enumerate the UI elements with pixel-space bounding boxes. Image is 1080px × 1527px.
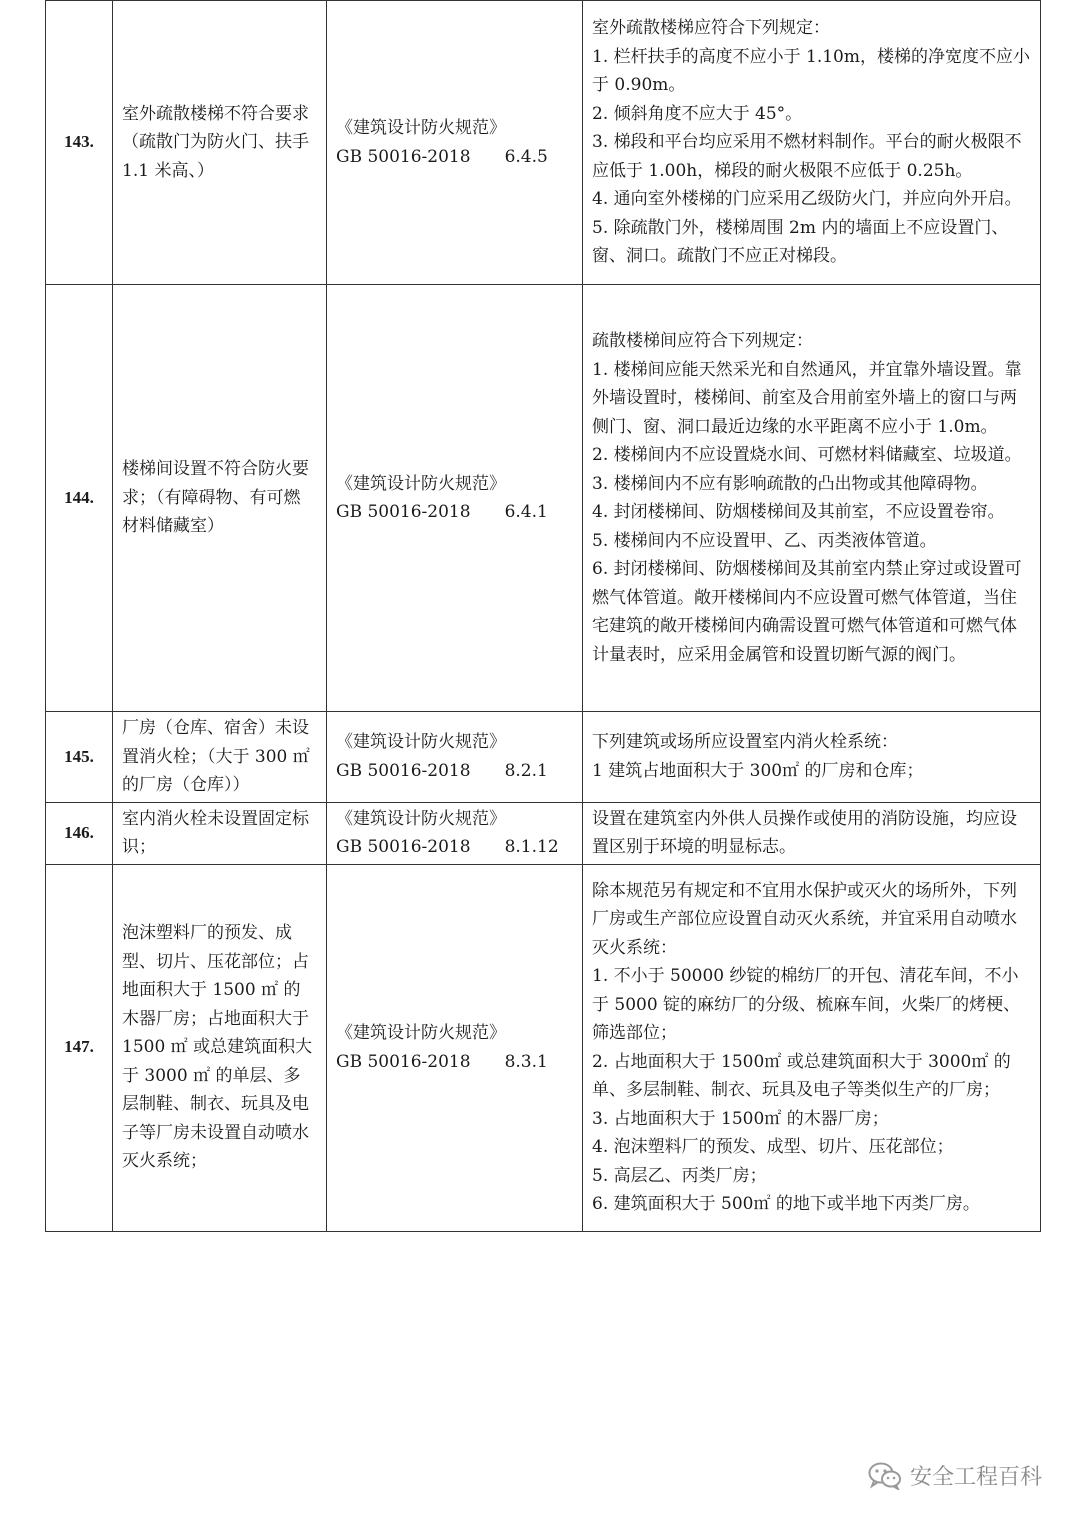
row-number: 147.	[46, 864, 113, 1231]
table-row-146	[46, 802, 1041, 864]
requirement-line: 5. 楼梯间内不应设置甲、乙、丙类液体管道。	[592, 530, 937, 551]
requirement-line: 2. 楼梯间内不应设置烧水间、可燃材料储藏室、垃圾道。	[592, 445, 1022, 465]
wechat-icon	[868, 1462, 902, 1490]
basis-code-line	[336, 757, 573, 786]
basis-clause: 8.1.12	[504, 837, 559, 857]
row-number: 144.	[46, 285, 113, 712]
regulation-basis	[327, 712, 583, 803]
regulation-basis	[327, 802, 583, 864]
basis-clause: 6.4.1	[504, 502, 548, 522]
regulation-table-body	[46, 1, 1041, 1232]
table-row-145	[46, 712, 1041, 803]
problem-description: 楼梯间设置不符合防火要求；（有障碍物、有可燃材料储藏室）	[113, 285, 327, 712]
requirement-line: 2. 占地面积大于 1500㎡ 或总建筑面积大于 3000㎡ 的单、多层制鞋、制衣、玩具及电子等类似生产的厂房；	[592, 1051, 1011, 1100]
requirement-line: 1. 栏杆扶手的高度不应小于 1.10m，楼梯的净宽度不应小于 0.90m。	[592, 46, 1030, 96]
watermark-text: 安全工程百科	[909, 1465, 1042, 1490]
row-number: 145.	[46, 712, 113, 803]
requirement-line: 4. 通向室外楼梯的门应采用乙级防火门，并应向外开启。	[592, 189, 1022, 210]
basis-code: GB 50016-2018	[336, 146, 471, 167]
requirement-line: 4. 封闭楼梯间、防烟楼梯间及其前室，不应设置卷帘。	[592, 502, 1005, 522]
basis-code-line	[336, 143, 573, 172]
requirement-line: 5. 高层乙、丙类厂房；	[592, 1165, 767, 1186]
basis-clause: 6.4.5	[504, 146, 548, 167]
requirement-text	[583, 802, 1041, 864]
problem-description: 厂房（仓库、宿舍）未设置消火栓；（大于 300 ㎡ 的厂房（仓库））	[113, 712, 327, 803]
requirement-line: 除本规范另有规定和不宜用水保护或灭火的场所外，下列厂房或生产部位应设置自动灭火系统，并宜采用自动喷水灭火系统：	[592, 880, 1017, 958]
requirement-line: 1. 不小于 50000 纱锭的棉纺厂的开包、清花车间，不小于 5000 锭的麻纺厂的分级、梳麻车间，火柴厂的烤梗、筛选部位；	[592, 966, 1021, 1043]
row-number: 146.	[46, 802, 113, 864]
requirement-line: 4. 泡沫塑料厂的预发、成型、切片、压花部位；	[592, 1137, 954, 1157]
table-row-144	[46, 285, 1041, 712]
problem-description: 室内消火栓未设置固定标识；	[113, 802, 327, 864]
regulation-table	[45, 0, 1041, 1232]
basis-title: 《建筑设计防火规范》	[336, 118, 506, 138]
basis-title: 《建筑设计防火规范》	[336, 1023, 506, 1043]
basis-code-line	[336, 498, 573, 527]
table-row-147	[46, 864, 1041, 1231]
requirement-line: 3. 楼梯间内不应有影响疏散的凸出物或其他障碍物。	[592, 473, 988, 494]
basis-code: GB 50016-2018	[336, 760, 471, 781]
requirement-line: 设置在建筑室内外供人员操作或使用的消防设施，均应设置区别于环境的明显标志。	[592, 808, 1017, 857]
requirement-line: 1. 楼梯间应能天然采光和自然通风，并宜靠外墙设置。靠外墙设置时，楼梯间、前室及合用前室外墙上的窗口与两侧门、窗、洞口最近边缘的水平距离不应小于 1.0m。	[592, 359, 1022, 437]
basis-code: GB 50016-2018	[336, 502, 471, 522]
requirement-text	[583, 1, 1041, 285]
basis-title: 《建筑设计防火规范》	[336, 808, 506, 829]
table-row-143	[46, 1, 1041, 285]
requirement-line: 2. 倾斜角度不应大于 45°。	[592, 103, 803, 124]
basis-code: GB 50016-2018	[336, 837, 471, 857]
basis-title: 《建筑设计防火规范》	[336, 732, 506, 753]
requirement-line: 6. 建筑面积大于 500㎡ 的地下或半地下丙类厂房。	[592, 1194, 980, 1214]
basis-code-line	[336, 833, 573, 862]
requirement-text	[583, 712, 1041, 803]
regulation-basis	[327, 1, 583, 285]
requirement-line: 疏散楼梯间应符合下列规定：	[592, 331, 813, 351]
regulation-basis	[327, 285, 583, 712]
requirement-line: 6. 封闭楼梯间、防烟楼梯间及其前室内禁止穿过或设置可燃气体管道。敞开楼梯间内不应设置可燃气体管道，当住宅建筑的敞开楼梯间内确需设置可燃气体管道和可燃气体计量表时，应采用金属管和设置切断气源的阀门。	[592, 559, 1022, 665]
requirement-line: 下列建筑或场所应设置室内消火栓系统：	[592, 732, 898, 753]
basis-clause: 8.3.1	[504, 1051, 548, 1072]
problem-description: 室外疏散楼梯不符合要求（疏散门为防火门、扶手 1.1 米高、）	[113, 1, 327, 285]
basis-code: GB 50016-2018	[336, 1051, 471, 1072]
basis-clause: 8.2.1	[504, 760, 548, 781]
regulation-basis	[327, 864, 583, 1231]
watermark	[868, 1460, 1042, 1491]
basis-title: 《建筑设计防火规范》	[336, 473, 506, 494]
row-number: 143.	[46, 1, 113, 285]
requirement-line: 5. 除疏散门外，楼梯周围 2m 内的墙面上不应设置门、窗、洞口。疏散门不应正对梯段。	[592, 217, 1009, 267]
requirement-line: 1 建筑占地面积大于 300㎡ 的厂房和仓库；	[592, 760, 924, 781]
problem-description: 泡沫塑料厂的预发、成型、切片、压花部位；占地面积大于 1500 ㎡ 的木器厂房；占地面积大于 1500 ㎡ 或总建筑面积大于 3000 ㎡ 的单层、多层制鞋、制衣、玩具及电子等厂房未设置自动喷水灭火系统；	[113, 864, 327, 1231]
requirement-line: 3. 梯段和平台均应采用不燃材料制作。平台的耐火极限不应低于 1.00h，梯段的耐火极限不应低于 0.25h。	[592, 132, 1022, 181]
requirement-text	[583, 285, 1041, 712]
basis-code-line	[336, 1048, 573, 1077]
requirement-line: 3. 占地面积大于 1500㎡ 的木器厂房；	[592, 1108, 889, 1129]
requirement-text	[583, 864, 1041, 1231]
requirement-line: 室外疏散楼梯应符合下列规定：	[592, 18, 830, 39]
